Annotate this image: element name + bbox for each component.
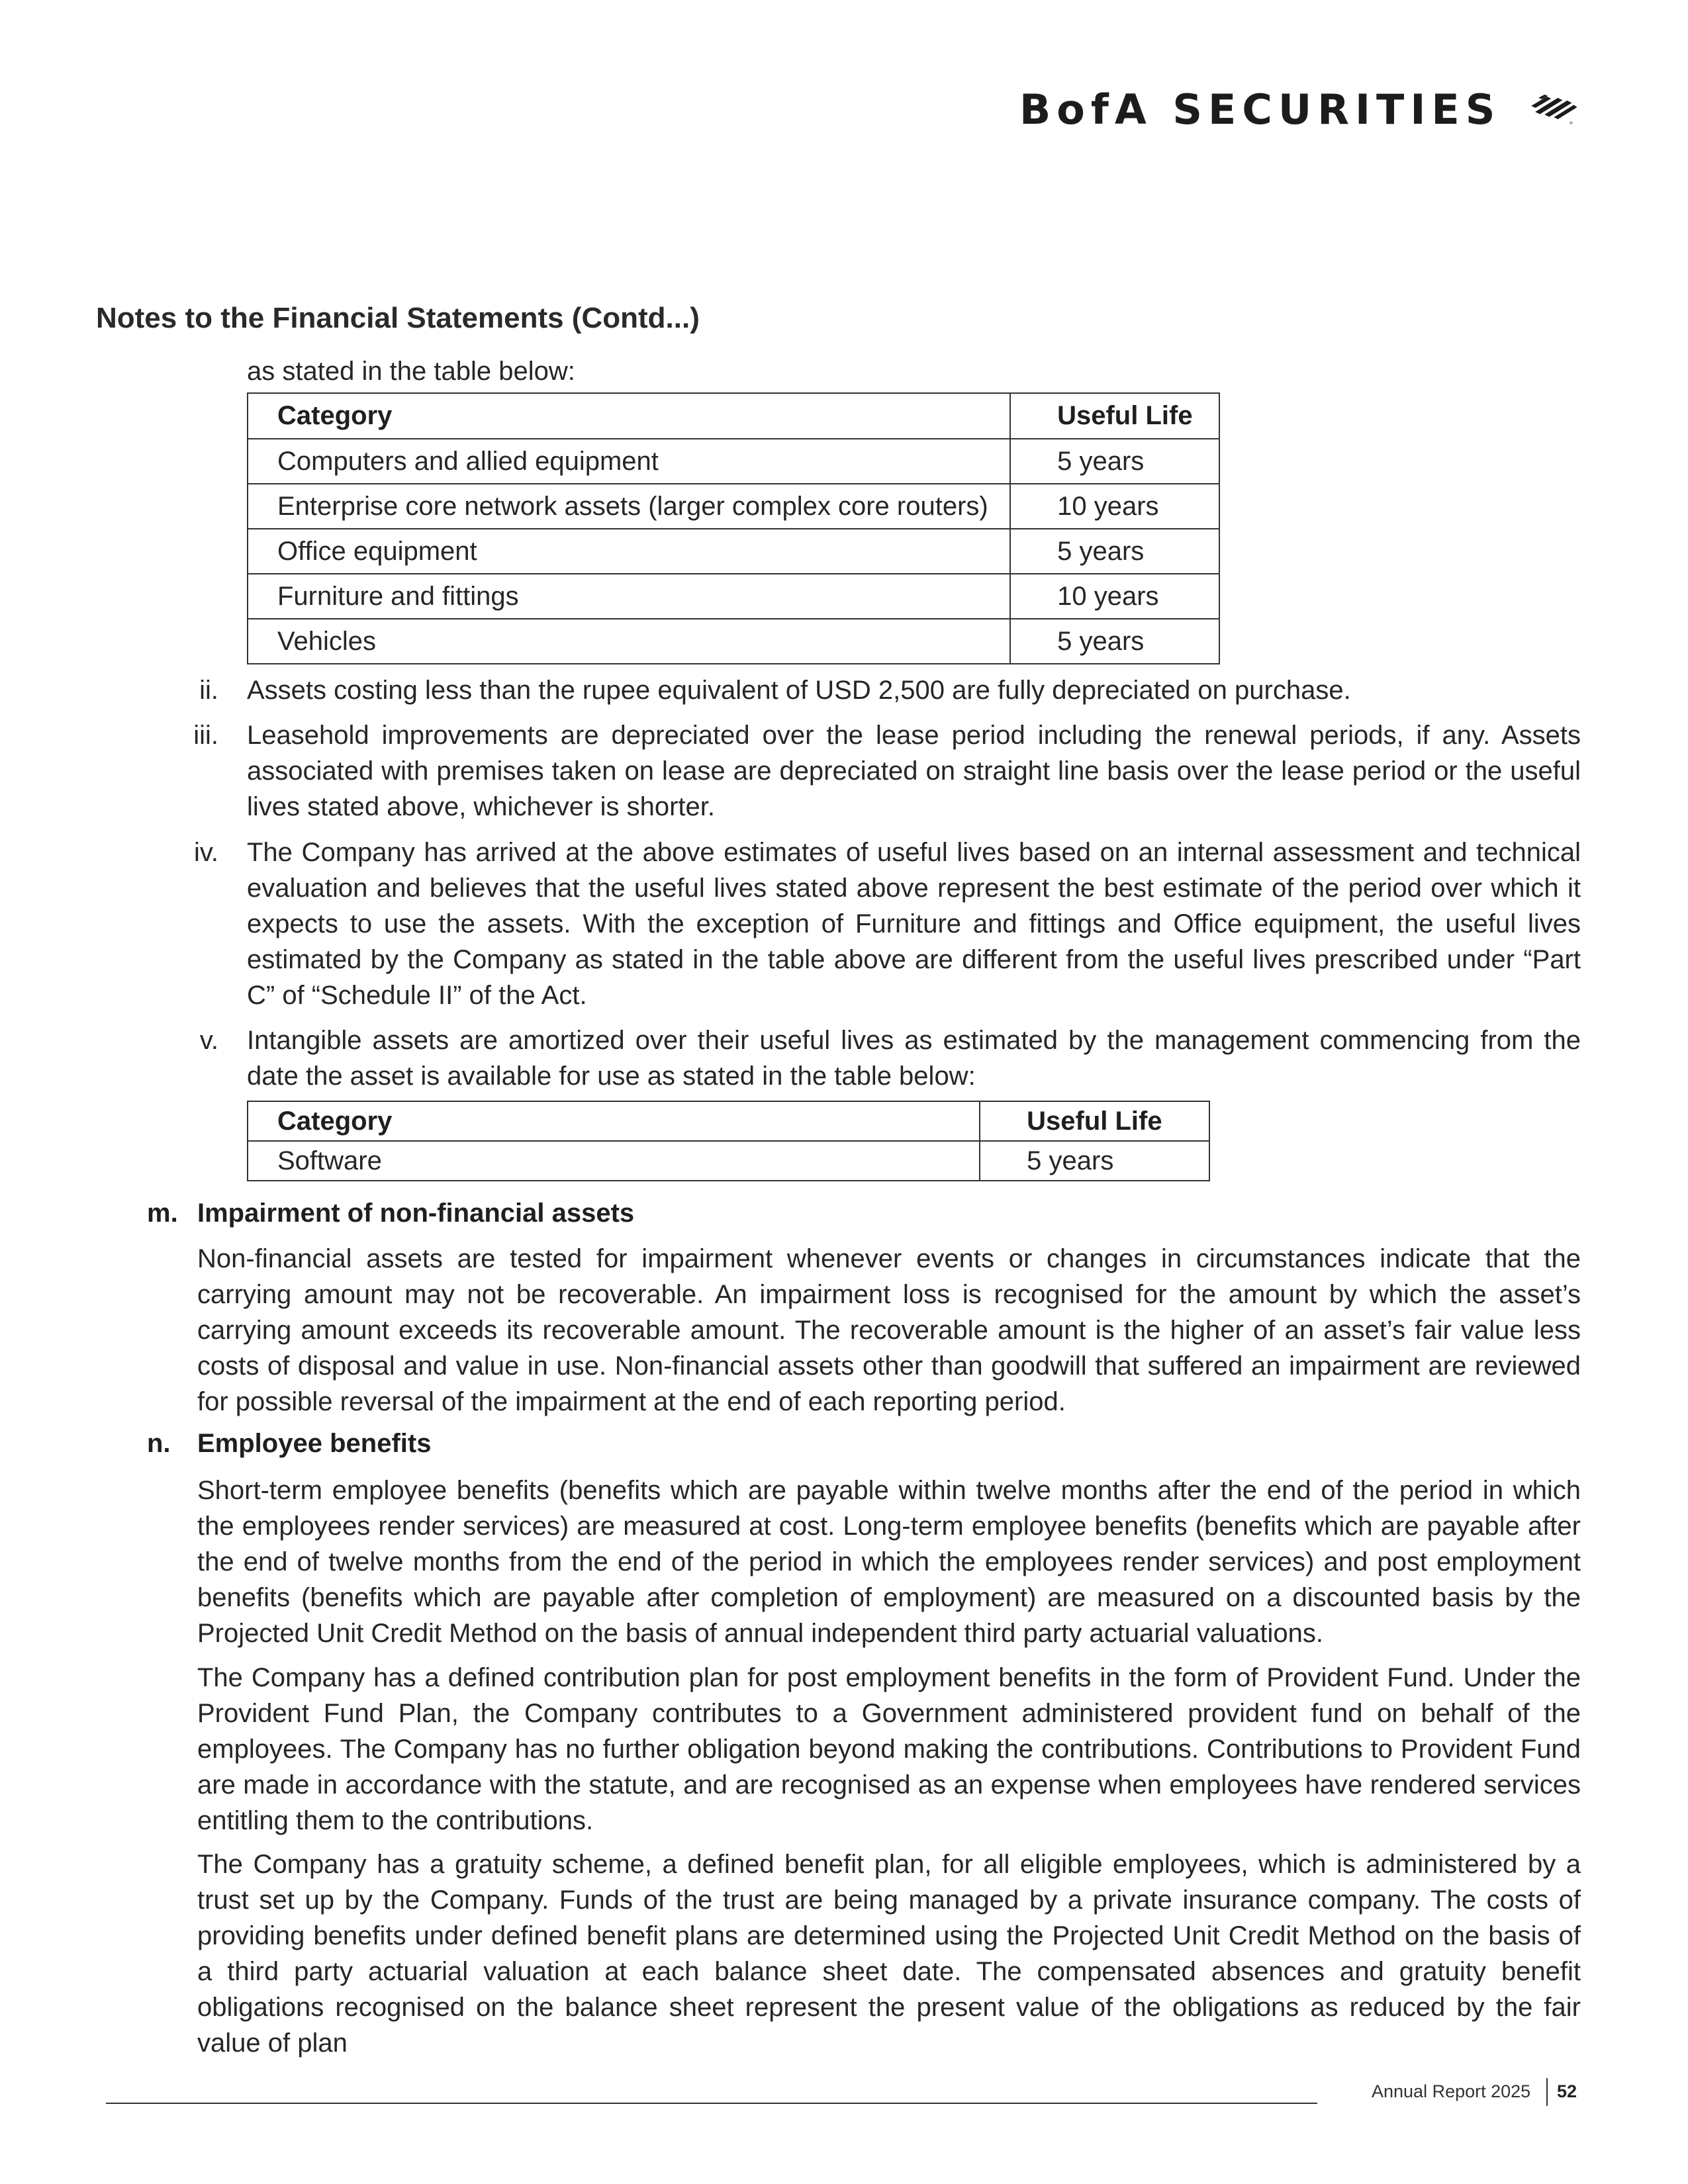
item-text: The Company has arrived at the above estimates of useful lives based on an internal assessment and technical evaluation and believes that the useful lives stated above represent the best estimate of the period over which it expects to use the assets. With the exception of Furniture and fittings and Office equipment, the useful lives estimated by the Company as stated in the table above are different from the useful lives prescribed under “Part C” of “Schedule II” of the Act. <box>247 838 1581 1010</box>
page-heading: Notes to the Financial Statements (Contd...) <box>96 302 700 334</box>
section-paragraph: The Company has a defined contribution plan for post employment benefits in the form of Provident Fund. Under the Provident Fund Plan, the Company contributes to a Government administered provident fund on behalf of the employees. The Company has no further obligation beyond making the contributions. Contributions to Provident Fund are made in accordance with the statute, and are recognised as an expense when employees have rendered services entitling them to the contributions. <box>197 1663 1581 1835</box>
table-row <box>248 619 1219 664</box>
item-number: ii. <box>199 676 218 705</box>
item-number: iii. <box>193 721 218 750</box>
section-paragraph: Non-financial assets are tested for impairment whenever events or changes in circumstances indicate that the carrying amount may not be recoverable. An impairment loss is recognised for the amount by which the asset’s carrying amount exceeds its recoverable amount. The recoverable amount is the higher of an asset’s fair value less costs of disposal and value in use. Non-financial assets other than goodwill that suffered an impairment are reviewed for possible reversal of the impairment at the end of each reporting period. <box>197 1244 1581 1416</box>
footer-rule <box>106 2103 1317 2104</box>
table-header-useful-life: Useful Life <box>1010 393 1219 439</box>
item-number: v. <box>199 1026 218 1055</box>
item-number: iv. <box>193 838 218 867</box>
brand-name: BofA SECURITIES <box>1019 85 1501 134</box>
svg-text:®: ® <box>1569 121 1573 126</box>
table-cell: 5 years <box>1010 619 1219 664</box>
table-cell: Enterprise core network assets (larger complex core routers) <box>248 484 1010 529</box>
table-cell: 10 years <box>1010 574 1219 619</box>
table-cell: 5 years <box>980 1141 1209 1181</box>
table-cell: Vehicles <box>248 619 1010 664</box>
table-row <box>248 484 1219 529</box>
table-row <box>248 529 1219 574</box>
intro-text: as stated in the table below: <box>247 357 575 386</box>
useful-life-table <box>247 392 1220 664</box>
table-row <box>248 1141 1209 1181</box>
intangible-life-table <box>247 1101 1210 1181</box>
table-cell: Computers and allied equipment <box>248 439 1010 484</box>
footer-report-title: Annual Report 2025 <box>1372 2081 1531 2101</box>
table-header-useful-life: Useful Life <box>980 1101 1209 1141</box>
table-row <box>248 574 1219 619</box>
table-cell: 10 years <box>1010 484 1219 529</box>
section-paragraph: The Company has a gratuity scheme, a defined benefit plan, for all eligible employees, which is administered by a trust set up by the Company. Funds of the trust are being managed by a private insurance company. The costs of providing benefits under defined benefit plans are determined using the Projected Unit Credit Method on the basis of a third party actuarial valuation at each balance sheet date. The compensated absences and gratuity benefit obligations recognised on the balance sheet represent the present value of the obligations as reduced by the fair value of plan <box>197 1850 1581 2058</box>
item-text: Assets costing less than the rupee equivalent of USD 2,500 are fully depreciated on purchase. <box>247 676 1351 705</box>
page-number: 52 <box>1557 2081 1577 2101</box>
section-paragraph: Short-term employee benefits (benefits which are payable within twelve months after the end of the period in which the employees render services) are measured at cost. Long-term employee benefits (benefits which are payable after the end of twelve months from the end of the period in which the employees render services) and post employment benefits (benefits which are payable after completion of employment) are measured on a discounted basis by the Projected Unit Credit Method on the basis of annual independent third party actuarial valuations. <box>197 1476 1581 1648</box>
flag-logo-icon <box>1515 76 1582 142</box>
section-number: n. <box>147 1429 171 1458</box>
table-row <box>248 439 1219 484</box>
section-title: Impairment of non-financial assets <box>197 1199 635 1228</box>
item-text: Intangible assets are amortized over their useful lives as estimated by the management commencing from the date the asset is available for use as stated in the table below: <box>247 1026 1581 1091</box>
footer-separator <box>1546 2078 1548 2106</box>
table-cell: Furniture and fittings <box>248 574 1010 619</box>
table-cell: Software <box>248 1141 980 1181</box>
table-header-row <box>248 1101 1209 1141</box>
table-header-category: Category <box>248 393 1010 439</box>
item-text: Leasehold improvements are depreciated over the lease period including the renewal periods, if any. Assets associated with premises taken on lease are depreciated on straight line basis over the lease period or the useful lives stated above, whichever is shorter. <box>247 721 1581 821</box>
table-cell: Office equipment <box>248 529 1010 574</box>
table-cell: 5 years <box>1010 529 1219 574</box>
table-cell: 5 years <box>1010 439 1219 484</box>
table-header-row <box>248 393 1219 439</box>
section-number: m. <box>147 1199 178 1228</box>
section-title: Employee benefits <box>197 1429 432 1458</box>
table-header-category: Category <box>248 1101 980 1141</box>
brand-logo <box>1019 73 1582 146</box>
